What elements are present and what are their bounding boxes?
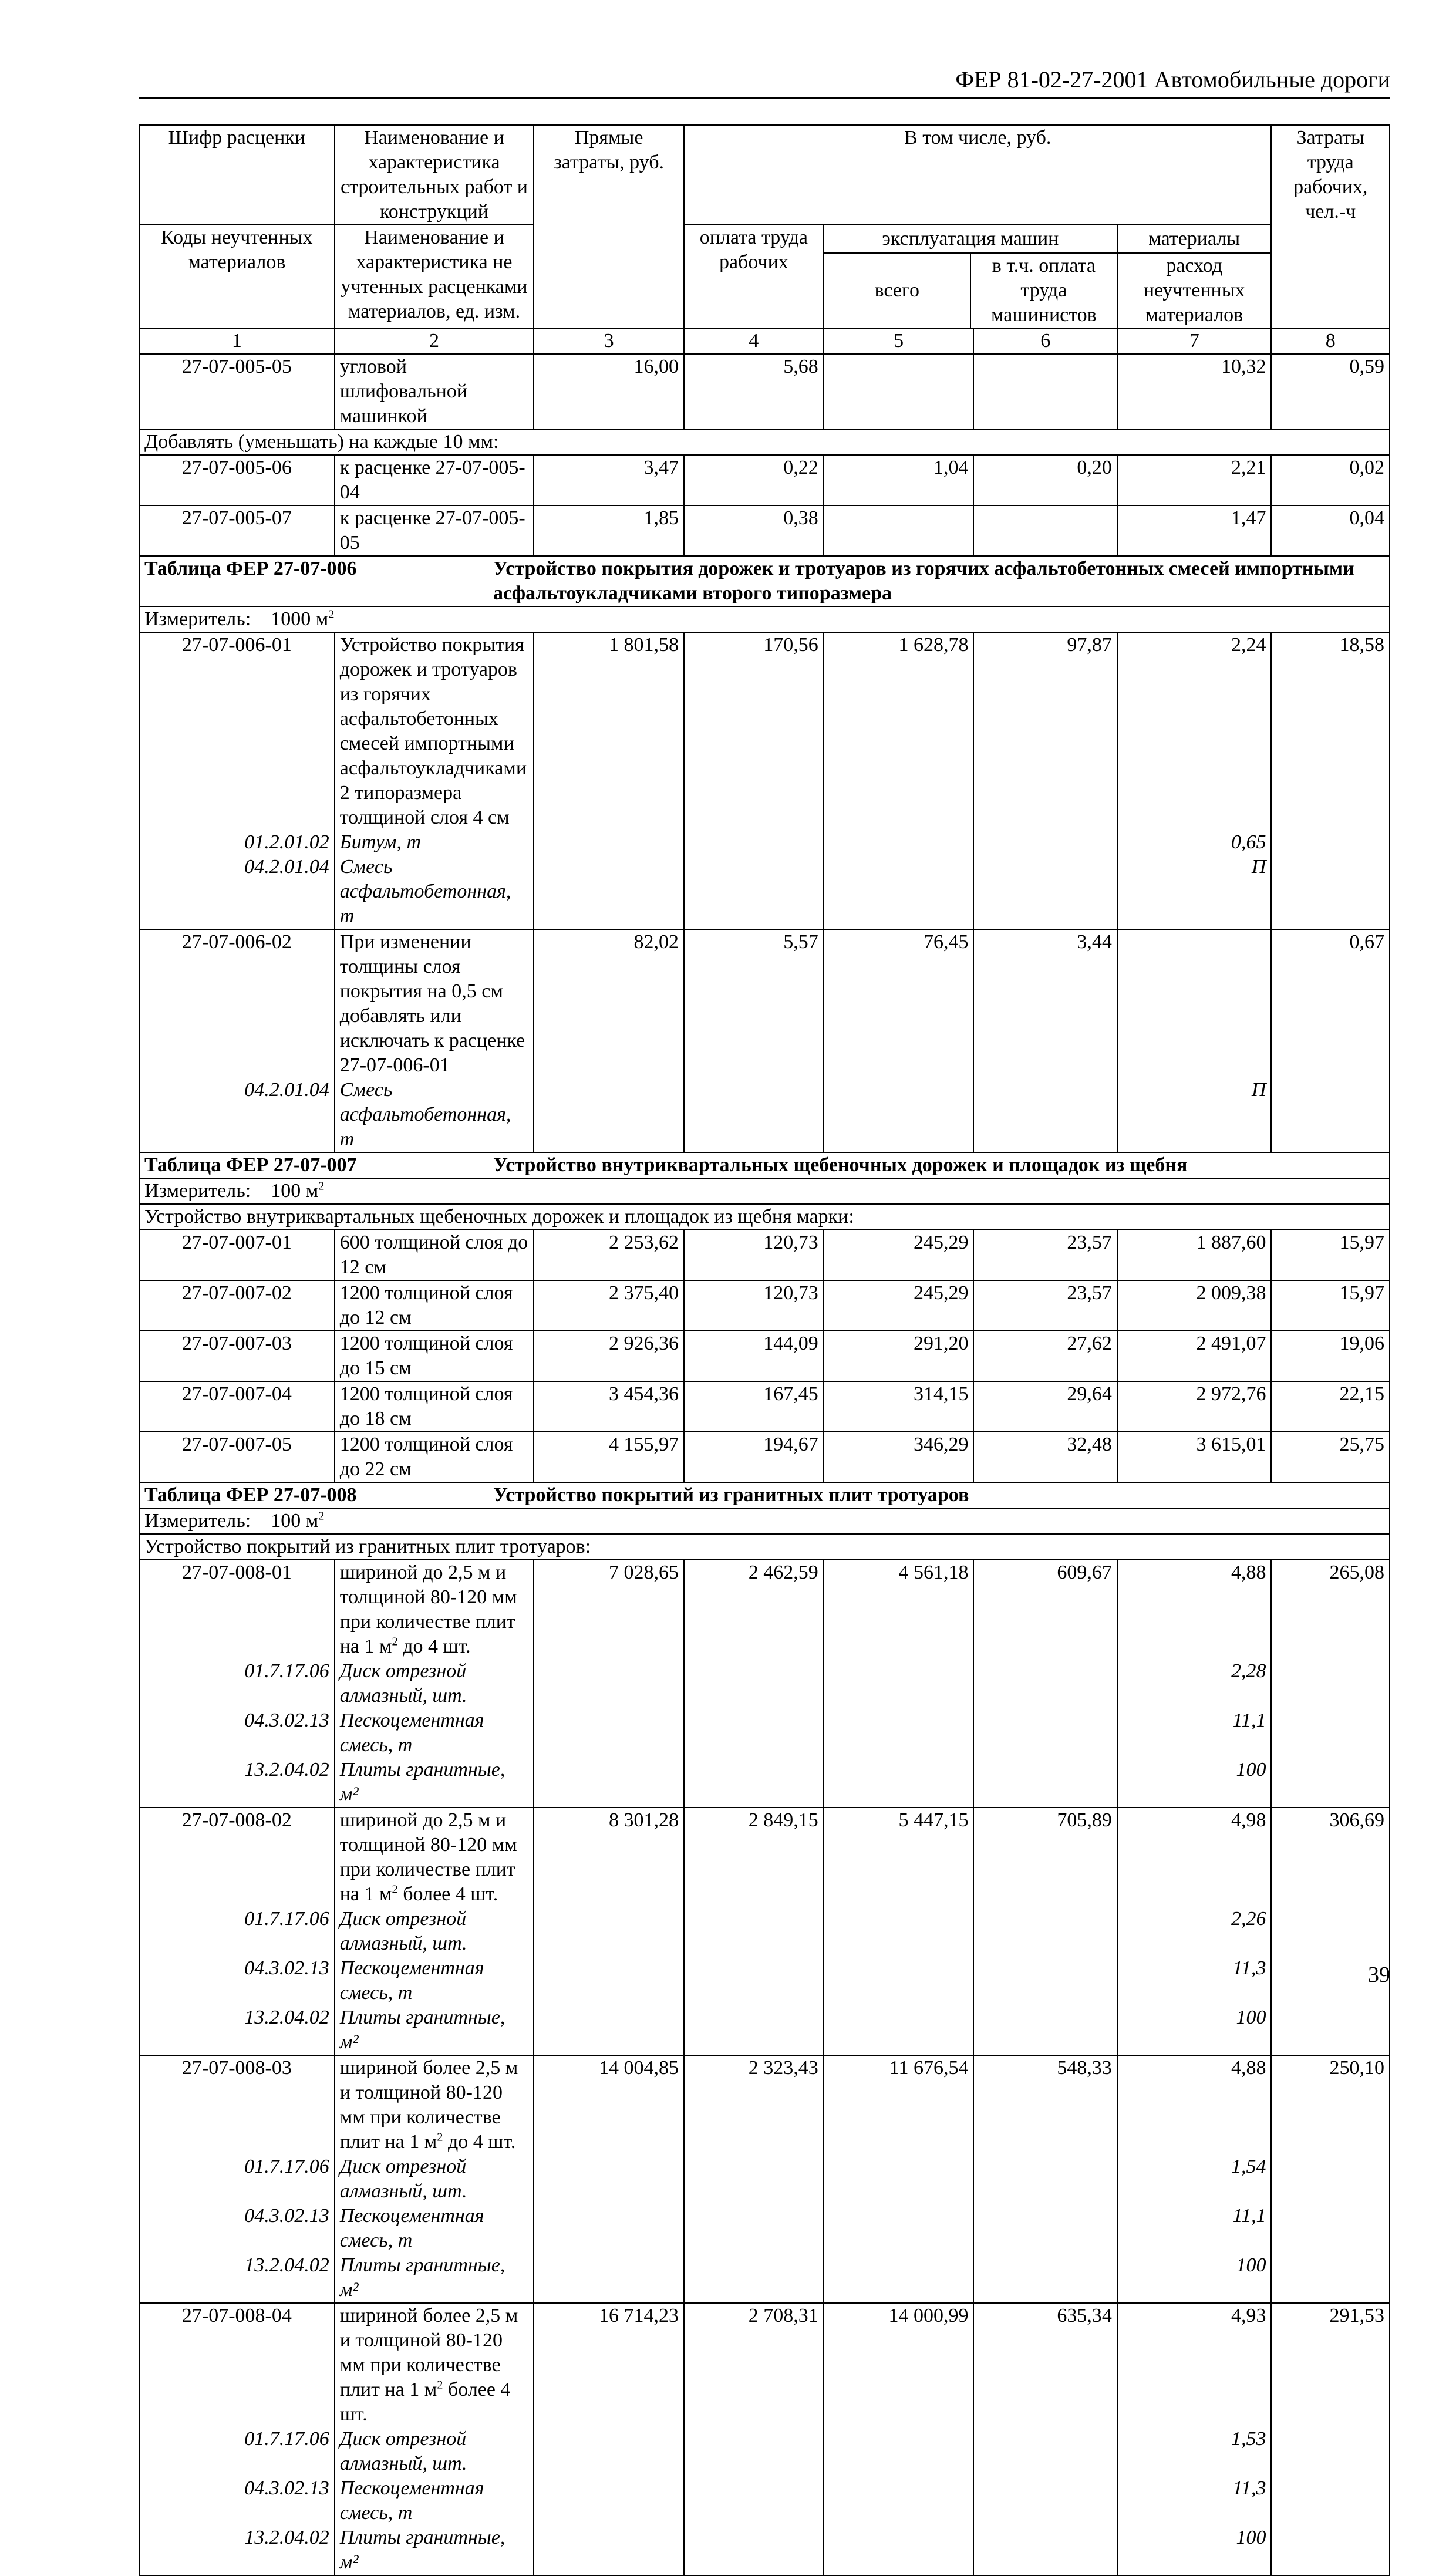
- labor-pay: 144,09: [684, 1331, 824, 1381]
- material-row: [139, 1907, 1390, 1956]
- materials-cost: 4,88: [1117, 1560, 1272, 1659]
- col-code-top: Шифр расценки: [139, 125, 335, 225]
- material-name: Пескоцементная смесь, т: [335, 1708, 534, 1758]
- direct-cost: 82,02: [534, 929, 684, 1078]
- labor-pay: 2 708,31: [684, 2303, 824, 2427]
- material-name: Диск отрезной алмазный, шт.: [335, 2154, 534, 2204]
- machinist-pay: 705,89: [973, 1808, 1117, 1907]
- material-name: Диск отрезной алмазный, шт.: [335, 1907, 534, 1956]
- span-row: [139, 429, 1390, 455]
- material-code: 13.2.04.02: [139, 2253, 335, 2303]
- col-direct: Прямые затраты, руб.: [534, 125, 684, 328]
- table-row: [139, 2055, 1390, 2154]
- material-name: Плиты гранитные, м²: [335, 2253, 534, 2303]
- col-including: В том числе, руб.: [684, 125, 1271, 225]
- material-code: 04.3.02.13: [139, 1708, 335, 1758]
- labor-hours: 22,15: [1271, 1381, 1390, 1432]
- direct-cost: 3 454,36: [534, 1381, 684, 1432]
- material-code: 01.7.17.06: [139, 2154, 335, 2204]
- material-row: [139, 2253, 1390, 2303]
- machines-cost: 1,04: [824, 455, 974, 505]
- labor-hours: 250,10: [1271, 2055, 1390, 2154]
- direct-cost: 16,00: [534, 354, 684, 429]
- machines-cost: 291,20: [824, 1331, 974, 1381]
- table-row: [139, 1280, 1390, 1331]
- material-row: [139, 1078, 1390, 1152]
- material-code: 04.3.02.13: [139, 2204, 335, 2253]
- material-value: 11,1: [1117, 2204, 1272, 2253]
- rate-name: 600 толщиной слоя до 12 см: [335, 1230, 534, 1280]
- machinist-pay: [973, 354, 1117, 429]
- rate-name: При изменении толщины слоя покрытия на 0,5 см добавлять или исключать к расценке 27-07-006-01: [335, 929, 534, 1078]
- machinist-pay: 32,48: [973, 1432, 1117, 1482]
- table-row: [139, 1432, 1390, 1482]
- direct-cost: 3,47: [534, 455, 684, 505]
- direct-cost: 16 714,23: [534, 2303, 684, 2427]
- rate-code: 27-07-008-02: [139, 1808, 335, 1907]
- table-row: [139, 632, 1390, 830]
- labor-hours: 0,67: [1271, 929, 1390, 1078]
- material-code: 13.2.04.02: [139, 2005, 335, 2055]
- rate-code: 27-07-005-05: [139, 354, 335, 429]
- direct-cost: 2 253,62: [534, 1230, 684, 1280]
- materials-cost: 1 887,60: [1117, 1230, 1272, 1280]
- span-row: [139, 1204, 1390, 1230]
- machinist-pay: 3,44: [973, 929, 1117, 1078]
- col-num: 6: [973, 328, 1117, 354]
- rate-code: 27-07-006-01: [139, 632, 335, 830]
- labor-pay: 0,38: [684, 505, 824, 556]
- col-code-bottom: Коды неучтенных материалов: [139, 225, 335, 328]
- machinist-pay: 27,62: [973, 1331, 1117, 1381]
- table-row: [139, 1331, 1390, 1381]
- materials-cost: 2 491,07: [1117, 1331, 1272, 1381]
- material-value: 11,3: [1117, 1956, 1272, 2005]
- rate-code: 27-07-007-01: [139, 1230, 335, 1280]
- machinist-pay: 23,57: [973, 1280, 1117, 1331]
- col-machinist-pay: в т.ч. оплата труда машинистов: [991, 255, 1097, 326]
- rate-name: 1200 толщиной слоя до 15 см: [335, 1331, 534, 1381]
- material-value: 100: [1117, 1758, 1272, 1808]
- rates-table: [139, 124, 1390, 2576]
- measure-value: 100 м: [271, 1180, 319, 1202]
- col-materials: материалы: [1118, 225, 1271, 254]
- materials-cost: 1,47: [1117, 505, 1272, 556]
- material-code: 04.2.01.04: [139, 855, 335, 929]
- labor-hours: 306,69: [1271, 1808, 1390, 1907]
- direct-cost: 14 004,85: [534, 2055, 684, 2154]
- material-row: [139, 1758, 1390, 1808]
- machinist-pay: 29,64: [973, 1381, 1117, 1432]
- machines-cost: 245,29: [824, 1230, 974, 1280]
- table-row: [139, 505, 1390, 556]
- measure-row: [139, 606, 1390, 632]
- material-name: Плиты гранитные, м²: [335, 2005, 534, 2055]
- material-name: Диск отрезной алмазный, шт.: [335, 1659, 534, 1708]
- measure-value: 1000 м: [271, 608, 329, 630]
- direct-cost: 8 301,28: [534, 1808, 684, 1907]
- materials-cost: 10,32: [1117, 354, 1272, 429]
- materials-cost: 2 972,76: [1117, 1381, 1272, 1432]
- material-value: 2,28: [1117, 1659, 1272, 1708]
- rate-code: 27-07-008-04: [139, 2303, 335, 2427]
- labor-pay: 2 849,15: [684, 1808, 824, 1907]
- col-num: 7: [1117, 328, 1272, 354]
- material-name: Битум, т: [335, 830, 534, 855]
- labor-pay: 5,57: [684, 929, 824, 1078]
- material-value: 11,1: [1117, 1708, 1272, 1758]
- table-title-row: [139, 1152, 1390, 1178]
- labor-pay: 2 462,59: [684, 1560, 824, 1659]
- materials-cost: 2,24: [1117, 632, 1272, 830]
- col-name-bottom: Наименование и характеристика не учтенных расценками материалов, ед. изм.: [335, 225, 534, 328]
- rate-name-sup: 2: [392, 1883, 398, 1896]
- direct-cost: 1 801,58: [534, 632, 684, 830]
- material-code: 04.2.01.04: [139, 1078, 335, 1152]
- rate-name: к расценке 27-07-005-04: [335, 455, 534, 505]
- table-row: [139, 455, 1390, 505]
- measure-sup: 2: [318, 1509, 325, 1523]
- material-name: Диск отрезной алмазный, шт.: [335, 2427, 534, 2476]
- col-num: 2: [335, 328, 534, 354]
- rate-name-b: более 4 шт.: [397, 1883, 498, 1905]
- col-machines: эксплуатация машин: [824, 225, 1117, 254]
- machinist-pay: 609,67: [973, 1560, 1117, 1659]
- table-title: Устройство покрытия дорожек и тротуаров из горячих асфальтобетонных смесей импортными асфальтоукладчиками второго типоразмера: [493, 558, 1354, 604]
- table-row: [139, 354, 1390, 429]
- direct-cost: 2 926,36: [534, 1331, 684, 1381]
- materials-cost: 2,21: [1117, 455, 1272, 505]
- table-row: [139, 1560, 1390, 1659]
- material-name: Пескоцементная смесь, т: [335, 2204, 534, 2253]
- material-value: 2,26: [1117, 1907, 1272, 1956]
- rate-code: 27-07-006-02: [139, 929, 335, 1078]
- col-materials-use: расход неучтенных материалов: [1143, 255, 1245, 326]
- material-row: [139, 2526, 1390, 2575]
- material-row: [139, 1956, 1390, 2005]
- material-code: 04.3.02.13: [139, 2476, 335, 2526]
- table-code: Таблица ФЕР 27-07-007: [144, 1154, 357, 1176]
- table-code: Таблица ФЕР 27-07-006: [144, 558, 357, 579]
- table-title-row: [139, 1482, 1390, 1508]
- materials-cost: 2 009,38: [1117, 1280, 1272, 1331]
- material-code: 01.7.17.06: [139, 1659, 335, 1708]
- machinist-pay: 635,34: [973, 2303, 1117, 2427]
- header-title: ФЕР 81-02-27-2001 Автомобильные дороги: [955, 66, 1390, 93]
- machines-cost: 346,29: [824, 1432, 974, 1482]
- col-labor: Затраты труда рабочих, чел.-ч: [1271, 125, 1390, 328]
- rate-name-a: шириной более 2,5 м и толщиной 80-120 мм при количестве плит на 1 м: [339, 2305, 518, 2400]
- material-row: [139, 1659, 1390, 1708]
- machinist-pay: 548,33: [973, 2055, 1117, 2154]
- material-value: 100: [1117, 2526, 1272, 2575]
- col-num: 3: [534, 328, 684, 354]
- material-row: [139, 855, 1390, 929]
- materials-cost: [1117, 929, 1272, 1078]
- machines-cost: 245,29: [824, 1280, 974, 1331]
- material-name: Плиты гранитные, м²: [335, 2526, 534, 2575]
- labor-hours: 19,06: [1271, 1331, 1390, 1381]
- rate-name: 1200 толщиной слоя до 22 см: [335, 1432, 534, 1482]
- material-value: 100: [1117, 2253, 1272, 2303]
- machinist-pay: 97,87: [973, 632, 1117, 830]
- col-num: 8: [1271, 328, 1390, 354]
- machinist-pay: 0,20: [973, 455, 1117, 505]
- material-value: 100: [1117, 2005, 1272, 2055]
- rate-name: [335, 1808, 534, 1907]
- labor-hours: 0,02: [1271, 455, 1390, 505]
- material-code: 13.2.04.02: [139, 1758, 335, 1808]
- material-row: [139, 1708, 1390, 1758]
- material-row: [139, 2204, 1390, 2253]
- rate-name-a: шириной до 2,5 м и толщиной 80-120 мм при количестве плит на 1 м: [339, 1809, 517, 1905]
- rate-code: 27-07-007-04: [139, 1381, 335, 1432]
- col-machines-total: всего: [824, 254, 971, 328]
- material-code: 13.2.04.02: [139, 2526, 335, 2575]
- measure-sup: 2: [328, 608, 335, 621]
- direct-cost: 7 028,65: [534, 1560, 684, 1659]
- material-value: 11,3: [1117, 2476, 1272, 2526]
- material-row: [139, 2154, 1390, 2204]
- rate-code: 27-07-008-03: [139, 2055, 335, 2154]
- table-title-row: [139, 556, 1390, 606]
- material-code: 01.2.01.02: [139, 830, 335, 855]
- direct-cost: 1,85: [534, 505, 684, 556]
- rate-name-sup: 2: [437, 2130, 443, 2144]
- machines-cost: 5 447,15: [824, 1808, 974, 1907]
- material-code: 01.7.17.06: [139, 2427, 335, 2476]
- rate-name-sup: 2: [392, 1635, 398, 1648]
- material-row: [139, 2476, 1390, 2526]
- rate-name: угловой шлифовальной машинкой: [335, 354, 534, 429]
- measure-row: [139, 1178, 1390, 1204]
- material-name: Пескоцементная смесь, т: [335, 1956, 534, 2005]
- measure-sup: 2: [318, 1179, 325, 1193]
- rate-code: 27-07-007-03: [139, 1331, 335, 1381]
- table-title: Устройство внутриквартальных щебеночных дорожек и площадок из щебня: [493, 1154, 1188, 1176]
- machines-cost: 14 000,99: [824, 2303, 974, 2427]
- labor-pay: 167,45: [684, 1381, 824, 1432]
- machines-cost: [824, 354, 974, 429]
- rate-code: 27-07-005-07: [139, 505, 335, 556]
- col-num: 5: [824, 328, 974, 354]
- col-num: 4: [684, 328, 824, 354]
- material-row: [139, 830, 1390, 855]
- labor-hours: 291,53: [1271, 2303, 1390, 2427]
- direct-cost: 4 155,97: [534, 1432, 684, 1482]
- rate-code: 27-07-007-02: [139, 1280, 335, 1331]
- rate-name: 1200 толщиной слоя до 12 см: [335, 1280, 534, 1331]
- material-name: Смесь асфальтобетонная, т: [335, 855, 534, 929]
- material-value: П: [1117, 1078, 1272, 1152]
- labor-hours: 265,08: [1271, 1560, 1390, 1659]
- table-title: Устройство покрытий из гранитных плит тротуаров: [493, 1484, 969, 1506]
- materials-cost: 4,98: [1117, 1808, 1272, 1907]
- span-text: Устройство внутриквартальных щебеночных дорожек и площадок из щебня марки:: [139, 1204, 1390, 1230]
- machinist-pay: 23,57: [973, 1230, 1117, 1280]
- table-row: [139, 1230, 1390, 1280]
- page-number: 39: [1368, 1963, 1390, 1987]
- machinist-pay: [973, 505, 1117, 556]
- rate-name-a: шириной до 2,5 м и толщиной 80-120 мм при количестве плит на 1 м: [339, 1562, 517, 1657]
- span-text: Добавлять (уменьшать) на каждые 10 мм:: [139, 429, 1390, 455]
- material-value: П: [1117, 855, 1272, 929]
- rate-name-b: до 4 шт.: [443, 2131, 516, 2153]
- material-row: [139, 2427, 1390, 2476]
- material-name: Смесь асфальтобетонная, т: [335, 1078, 534, 1152]
- labor-pay: 0,22: [684, 455, 824, 505]
- rate-code: 27-07-007-05: [139, 1432, 335, 1482]
- table-row: [139, 929, 1390, 1078]
- col-labor-pay: оплата труда рабочих: [684, 225, 824, 328]
- machines-cost: 4 561,18: [824, 1560, 974, 1659]
- span-row: [139, 1534, 1390, 1560]
- materials-cost: 4,93: [1117, 2303, 1272, 2427]
- labor-pay: 194,67: [684, 1432, 824, 1482]
- measure-label: Измеритель:: [144, 1180, 251, 1202]
- labor-pay: 2 323,43: [684, 2055, 824, 2154]
- col-num: 1: [139, 328, 335, 354]
- rate-name: 1200 толщиной слоя до 18 см: [335, 1381, 534, 1432]
- machines-cost: 1 628,78: [824, 632, 974, 830]
- measure-value: 100 м: [271, 1510, 319, 1532]
- rate-name-b: до 4 шт.: [397, 1636, 471, 1657]
- labor-hours: 0,04: [1271, 505, 1390, 556]
- machines-cost: 76,45: [824, 929, 974, 1078]
- rate-name: [335, 2055, 534, 2154]
- column-numbers: [139, 328, 1390, 354]
- material-value: 1,53: [1117, 2427, 1272, 2476]
- material-name: Плиты гранитные, м²: [335, 1758, 534, 1808]
- materials-cost: 3 615,01: [1117, 1432, 1272, 1482]
- labor-hours: 15,97: [1271, 1230, 1390, 1280]
- labor-pay: 170,56: [684, 632, 824, 830]
- measure-label: Измеритель:: [144, 608, 251, 630]
- rate-name: к расценке 27-07-005-05: [335, 505, 534, 556]
- measure-row: [139, 1508, 1390, 1534]
- header-row-1: [139, 125, 1390, 225]
- rate-name: [335, 1560, 534, 1659]
- labor-hours: 25,75: [1271, 1432, 1390, 1482]
- labor-pay: 120,73: [684, 1230, 824, 1280]
- rate-name: Устройство покрытия дорожек и тротуаров из горячих асфальтобетонных смесей импортными асфальтоукладчиками 2 типоразмера толщиной слоя 4 см: [335, 632, 534, 830]
- rate-name-a: шириной более 2,5 м и толщиной 80-120 мм при количестве плит на 1 м: [339, 2057, 518, 2153]
- labor-hours: 15,97: [1271, 1280, 1390, 1331]
- rate-code: 27-07-005-06: [139, 455, 335, 505]
- material-name: Пескоцементная смесь, т: [335, 2476, 534, 2526]
- table-row: [139, 1808, 1390, 1907]
- table-code: Таблица ФЕР 27-07-008: [144, 1484, 357, 1506]
- labor-hours: 0,59: [1271, 354, 1390, 429]
- table-row: [139, 2303, 1390, 2427]
- material-value: 1,54: [1117, 2154, 1272, 2204]
- header-rule: [139, 97, 1390, 99]
- labor-pay: 5,68: [684, 354, 824, 429]
- span-text: Устройство покрытий из гранитных плит тротуаров:: [139, 1534, 1390, 1560]
- machines-cost: 11 676,54: [824, 2055, 974, 2154]
- col-name-top: Наименование и характеристика строительных работ и конструкций: [335, 125, 534, 225]
- labor-pay: 120,73: [684, 1280, 824, 1331]
- material-code: 04.3.02.13: [139, 1956, 335, 2005]
- material-row: [139, 2005, 1390, 2055]
- rate-code: 27-07-008-01: [139, 1560, 335, 1659]
- material-code: 01.7.17.06: [139, 1907, 335, 1956]
- machines-cost: 314,15: [824, 1381, 974, 1432]
- rate-name-b: более 4 шт.: [339, 2379, 511, 2425]
- rate-name: [335, 2303, 534, 2427]
- rate-name-sup: 2: [437, 2378, 443, 2392]
- labor-hours: 18,58: [1271, 632, 1390, 830]
- direct-cost: 2 375,40: [534, 1280, 684, 1331]
- machines-cost: [824, 505, 974, 556]
- material-value: 0,65: [1117, 830, 1272, 855]
- measure-label: Измеритель:: [144, 1510, 251, 1532]
- table-row: [139, 1381, 1390, 1432]
- materials-cost: 4,88: [1117, 2055, 1272, 2154]
